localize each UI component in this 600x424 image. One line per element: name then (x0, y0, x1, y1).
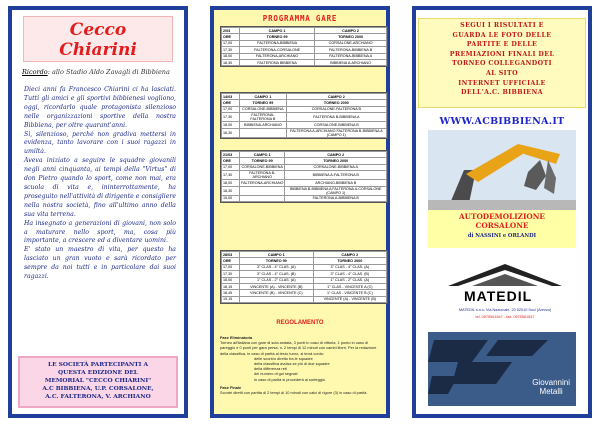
schedule-match-cell: FALTERONA A-ARCHIANO FALTERONA B-BIBBIENA A (CAMPO 1) (286, 128, 386, 137)
notice-line: PREMIAZIONI FINALI DEL (449, 50, 555, 58)
schedule-match-cell: TORNEO 99 (240, 158, 285, 164)
schedule-match-cell: CAMPO 1 (240, 252, 314, 258)
notice-line: PARTITE E DELLE (466, 41, 538, 49)
right-panel (412, 6, 592, 418)
matedil-phone: tel. 0575561547 - fax. 0575561547 (475, 315, 535, 319)
society-line: QUESTA EDIZIONE DEL (58, 369, 138, 376)
schedule-time-cell: 18,00 (222, 277, 240, 283)
schedule-table (221, 27, 387, 66)
schedule-day-4 (220, 250, 388, 304)
memo-paragraph: Aveva iniziato a seguire le squadre giovanili negli anni cinquanta, ai tempi della "Virtus" di don Pietro quando lo sport, come non mai, era scuola di vita e, ininterrottamente, ha proseguito nell'attività di dirigente e consigliere nella nostra società, fino all'ultimo anno della sua vita terrena. (24, 157, 176, 218)
schedule-match-cell: CORSALONE-FALTERONA B (286, 106, 386, 112)
schedule-time-cell: 2/03 (222, 28, 240, 34)
schedule-time-cell: 19,00 (222, 195, 240, 201)
schedule-match-cell: 1° CLAS - VINCENTE B (C) (313, 290, 386, 296)
schedule-match-cell: 3° CLAS - 4° CLAS. (B) (240, 271, 314, 277)
schedule-time-cell: 17,00 (222, 164, 240, 170)
schedule-time-cell: 28/03 (222, 252, 240, 258)
schedule-match-cell: 1° CLAS - 2° CLAS. (A) (240, 277, 314, 283)
schedule-table (221, 93, 387, 138)
fase-eliminatoria-title: Fase Eliminatoria (220, 335, 253, 340)
schedule-match-cell: 3° CLAS - 4° CLAS. (A) (313, 264, 386, 270)
schedule-match-cell: TORNEO 2000 (285, 158, 387, 164)
society-line: MEMORIAL "CECCO CHIARINI" (44, 377, 152, 384)
schedule-time-cell: 17,00 (222, 40, 240, 46)
schedule-match-cell: FALTERONA BIBBIENA (240, 59, 315, 65)
schedule-time-cell: 18,00 (222, 122, 240, 128)
memo-paragraph: Dieci anni fa Francesco Chiarini ci ha lasciati. Tutti gli amici e gli sportivi bibbienesi vogliono, oggi, ricordarlo quale protagonista silenzioso nelle organizzazioni sportive della nostra Bibbiena, per oltre quarant'anni. (24, 86, 176, 129)
autodem-line: CORSALONE (475, 221, 529, 230)
schedule-time-cell: 17,30 (222, 171, 240, 180)
schedule-match-cell: CAMPO 2 (285, 152, 387, 158)
left-panel (8, 6, 188, 418)
schedule-row (222, 59, 387, 65)
ricordo-caption (22, 68, 178, 76)
schedule-match-cell (240, 296, 314, 302)
title-line-2: Chiarini (59, 40, 137, 60)
schedule-match-cell: FALTERONA B-BIBBIENA A (286, 113, 386, 122)
program-title: PROGRAMMA GARE (262, 14, 338, 23)
schedule-match-cell: BIBBIENA A-FALTERONA B (285, 171, 387, 180)
autodem-name (428, 212, 576, 230)
schedule-match-cell: TORNEO 99 (240, 34, 315, 40)
schedule-match-cell: CAMPO 2 (313, 252, 386, 258)
society-line: A.C BIBBIENA, U.P. CORSALONE, (42, 385, 154, 392)
schedule-time-cell: 18,30 (222, 59, 240, 65)
ricordo-text: : allo Stadio Aldo Zavagli di Bibbiena (47, 68, 170, 76)
schedule-row (222, 113, 387, 122)
excavator-icon (428, 130, 576, 210)
schedule-match-cell: TORNEO 2000 (315, 34, 387, 40)
schedule-match-cell: FALTERONA-FALTERONA B (240, 113, 287, 122)
schedule-match-cell: CORSALONE-BIBBIENA (240, 106, 287, 112)
schedule-time-cell: 17,00 (222, 264, 240, 270)
criterion: della classifica avulsa se più di due squadre (254, 361, 330, 367)
giov-line: Metalli (539, 387, 563, 396)
title-line-1: Cecco (69, 20, 127, 40)
schedule-match-cell: 1° CLAS - VINCENTE A (C) (313, 283, 386, 289)
schedule-row (222, 195, 387, 201)
schedule-match-cell: FALTERONA A-BIBBIENA B (285, 195, 387, 201)
schedule-match-cell: 3° CLAS - 4° CLAS. (B) (313, 271, 386, 277)
schedule-time-cell: ORE (222, 258, 240, 264)
schedule-time-cell: ORE (222, 158, 240, 164)
notice-line: DELL'A.C. BIBBIENA (461, 89, 543, 97)
regolamento-body (220, 332, 380, 395)
schedule-match-cell: ARCHIANO-BIBBIENA B (285, 180, 387, 186)
schedule-match-cell: CAMPO 1 (240, 28, 315, 34)
notice-line: GUARDA LE FOTO DELLE (452, 31, 552, 39)
fase-eliminatoria-text: Torneo all'italiana con gare di sola andata, 3 punti in caso di vittoria, 1 punto in caso di pareggio e 0 punti per gara persa; n. 2 tempi di 12 minuti con cambi liberi. Per la redazione della classifica, in caso di parità al terzo turno, si terrà conto: (220, 340, 377, 356)
notice-line: INTERNET UFFICIALE (458, 79, 546, 87)
schedule-time-cell: 17,30 (222, 271, 240, 277)
schedule-row (222, 171, 387, 180)
schedule-match-cell: CORSALONE-BIBBIENA (240, 164, 285, 170)
notice-line: TORNEO COLLEGANDOTI (452, 60, 552, 68)
matedil-address: MATEDIL s.n.c. Via Nazionale, 20 52010 Soci (Arezzo) (458, 308, 552, 312)
schedule-time-cell: ORE (222, 34, 240, 40)
schedule-row (222, 296, 387, 302)
criterion: in caso di parità si procederà al sorteggio (254, 376, 325, 382)
schedule-match-cell: CAMPO 2 (286, 94, 386, 100)
website-url: WWW.ACBIBBIENA.IT (439, 116, 565, 127)
schedule-row (222, 186, 387, 195)
society-line: LE SOCIETÀ PARTECIPANTI A (47, 361, 149, 368)
schedule-match-cell: TORNEO 2000 (286, 100, 386, 106)
schedule-row (222, 128, 387, 137)
schedule-time-cell: 18,30 (222, 186, 240, 195)
results-notice (418, 18, 586, 108)
schedule-time-cell: 18,00 (222, 180, 240, 186)
memo-paragraph: Sì, silenzioso, perché non gradiva mettersi in evidenza, tanto lavorare con i suoi ragazzi in umiltà. (24, 130, 176, 156)
schedule-time-cell: 18,00 (222, 53, 240, 59)
giovannini-name (532, 378, 570, 396)
schedule-match-cell (240, 128, 287, 137)
schedule-match-cell: TORNEO 99 (240, 100, 287, 106)
matedil-name: MATEDIL (464, 288, 533, 304)
schedule-day-3 (220, 150, 388, 203)
schedule-time-cell: 18,45 (222, 290, 240, 296)
ricordo-label: Ricordo (22, 68, 48, 76)
schedule-day-2 (220, 92, 388, 139)
memo-paragraph: Ha insegnato a generazioni di giovani, non solo a maturare nello sport, ma, cosa più importante, a crescere ed a diventare uomini. (24, 219, 176, 245)
schedule-match-cell: VINCENTE (A) - VINCENTE (B) (313, 296, 386, 302)
fase-finale-title: Fase Finale (220, 384, 242, 390)
schedule-match-cell: FALTERONA-BIBBIENA (240, 40, 315, 46)
autodemolizione-ad (428, 130, 576, 248)
schedule-match-cell: FALTERONA-ARCHIANO (241, 180, 284, 185)
schedule-match-cell: 1° CLAS - 2° CLAS. (A) (313, 277, 386, 283)
schedule-time-cell: 17,30 (222, 47, 240, 53)
giov-line: Giovannini (532, 378, 570, 387)
giovannini-ad (428, 332, 576, 406)
regolamento-title: REGOLAMENTO (276, 320, 324, 326)
schedule-match-cell: CORSALONE-BIBBIENA A (285, 164, 387, 170)
schedule-match-cell: CAMPO 1 (240, 94, 287, 100)
memorial-text (24, 86, 176, 282)
schedule-match-cell: FALTERONA-BIBBIENA B (315, 47, 387, 53)
schedule-time-cell: 18,15 (222, 283, 240, 289)
schedule-match-cell: FALTERONA-BIBBIENA A (315, 53, 387, 59)
schedule-time-cell: 21/03 (222, 152, 240, 158)
schedule-match-cell: BIBBIENA B-BIBBIENA A FALTERONA A-CORSALONE (CAMPO 1) (285, 186, 387, 195)
schedule-time-cell: ORE (222, 100, 240, 106)
schedule-match-cell: 3° CLAS - 4° CLAS. (A) (240, 264, 314, 270)
criterion: delle scontro diretto tra le squadre (254, 355, 313, 361)
schedule-match-cell: TORNEO 99 (240, 258, 314, 264)
schedule-time-cell: 17,00 (222, 106, 240, 112)
society-line: A.C. FALTERONA, V. ARCHIANO (45, 393, 151, 400)
schedule-match-cell (240, 186, 285, 195)
schedule-match-cell (240, 195, 285, 201)
schedule-time-cell: 18,30 (222, 128, 240, 137)
schedule-match-cell: CORSALONE-ARCHIANO (315, 40, 387, 46)
schedule-table (221, 251, 387, 303)
schedule-match-cell: FALTERONA-ARCHIANO (240, 53, 315, 59)
schedule-table (221, 151, 387, 202)
schedule-match-cell: BIBBIENA-ARCHIANO (240, 122, 287, 128)
schedule-match-cell: TORNEO 2000 (313, 258, 386, 264)
schedule-time-cell: 14/03 (222, 94, 240, 100)
middle-panel (210, 6, 390, 418)
criterion: della differenza reti (254, 366, 287, 372)
notice-line: AL SITO (486, 69, 518, 77)
fase-finale-text: Scontri diretti con partita di 2 tempi di 10 minuti con calci di rigore (3) in caso di parità. (220, 390, 368, 396)
schedule-match-cell: CORSALONE-BIBBIENA B (286, 122, 386, 128)
memorial-title (23, 16, 173, 62)
schedule-match-cell: FALTERONA-CORSALONE (240, 47, 315, 53)
matedil-ad (428, 260, 582, 324)
criterion: dei numero di gol segnati (254, 371, 298, 377)
notice-line: SEGUI I RISULTATI E (460, 22, 544, 29)
schedule-time-cell: 19,15 (222, 296, 240, 302)
schedule-time-cell: 17,30 (222, 113, 240, 122)
schedule-match-cell: VINCENTE (A) - VINCENTE (B) (240, 283, 314, 289)
schedule-day-1 (220, 26, 388, 67)
autodem-line: AUTODEMOLIZIONE (458, 212, 545, 221)
participating-societies (18, 356, 178, 408)
roof-logo-icon (428, 260, 582, 288)
schedule-match-cell: CAMPO 2 (315, 28, 387, 34)
schedule-match-cell: VINCENTE (B) - VINCENTE (C) (240, 290, 314, 296)
schedule-match-cell: FALTERONA B-ARCHIANO (240, 171, 285, 180)
memo-paragraph: E' stato un maestro di vita, per questo ha lasciato un gran vuoto e sarà ricordato per sempre da noi tutti e in particolare dai suoi ragazzi. (24, 246, 176, 281)
autodem-owner: di NASSINI e ORLANDI (467, 233, 537, 239)
schedule-match-cell: CAMPO 1 (240, 152, 285, 158)
schedule-match-cell: BIBBIENA A-ARCHIANO (315, 59, 387, 65)
